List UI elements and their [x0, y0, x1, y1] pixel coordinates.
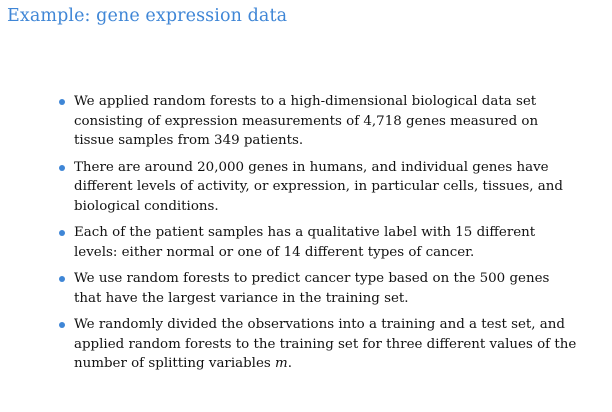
- bullet-text: We applied random forests to a high-dimensional biological data set consisting of expression measurements of 4,718 genes measured on tissue samples from 349 patients.: [74, 94, 539, 148]
- math-variable-m: m: [275, 356, 288, 371]
- bullet-text: There are around 20,000 genes in humans, and individual genes have different levels of activity, or expression, in particular cells, tissues, and biological conditions.: [74, 159, 563, 214]
- bullet-dot-icon: [59, 165, 65, 171]
- bullet-suffix: .: [287, 356, 292, 371]
- bullet-list: [58, 92, 578, 381]
- bullet-item: [58, 315, 578, 374]
- bullet-dot-icon: [59, 322, 65, 328]
- bullet-dot-icon: [59, 230, 65, 236]
- bullet-item: [58, 223, 578, 262]
- bullet-item: [58, 92, 578, 151]
- slide-title: Example: gene expression data: [7, 6, 288, 26]
- bullet-item: [58, 158, 578, 217]
- bullet-dot-icon: [59, 99, 65, 105]
- bullet-item: [58, 269, 578, 308]
- bullet-text: We use random forests to predict cancer type based on the 500 genes that have the largest variance in the training set.: [74, 271, 550, 306]
- bullet-dot-icon: [59, 276, 65, 282]
- bullet-text: Each of the patient samples has a qualitative label with 15 different levels: either normal or one of 14 different types of cancer.: [74, 225, 536, 260]
- bullet-text: We randomly divided the observations into a training and a test set, and applied random forests to the training set for three different values of the number of splitting variables: [74, 317, 577, 371]
